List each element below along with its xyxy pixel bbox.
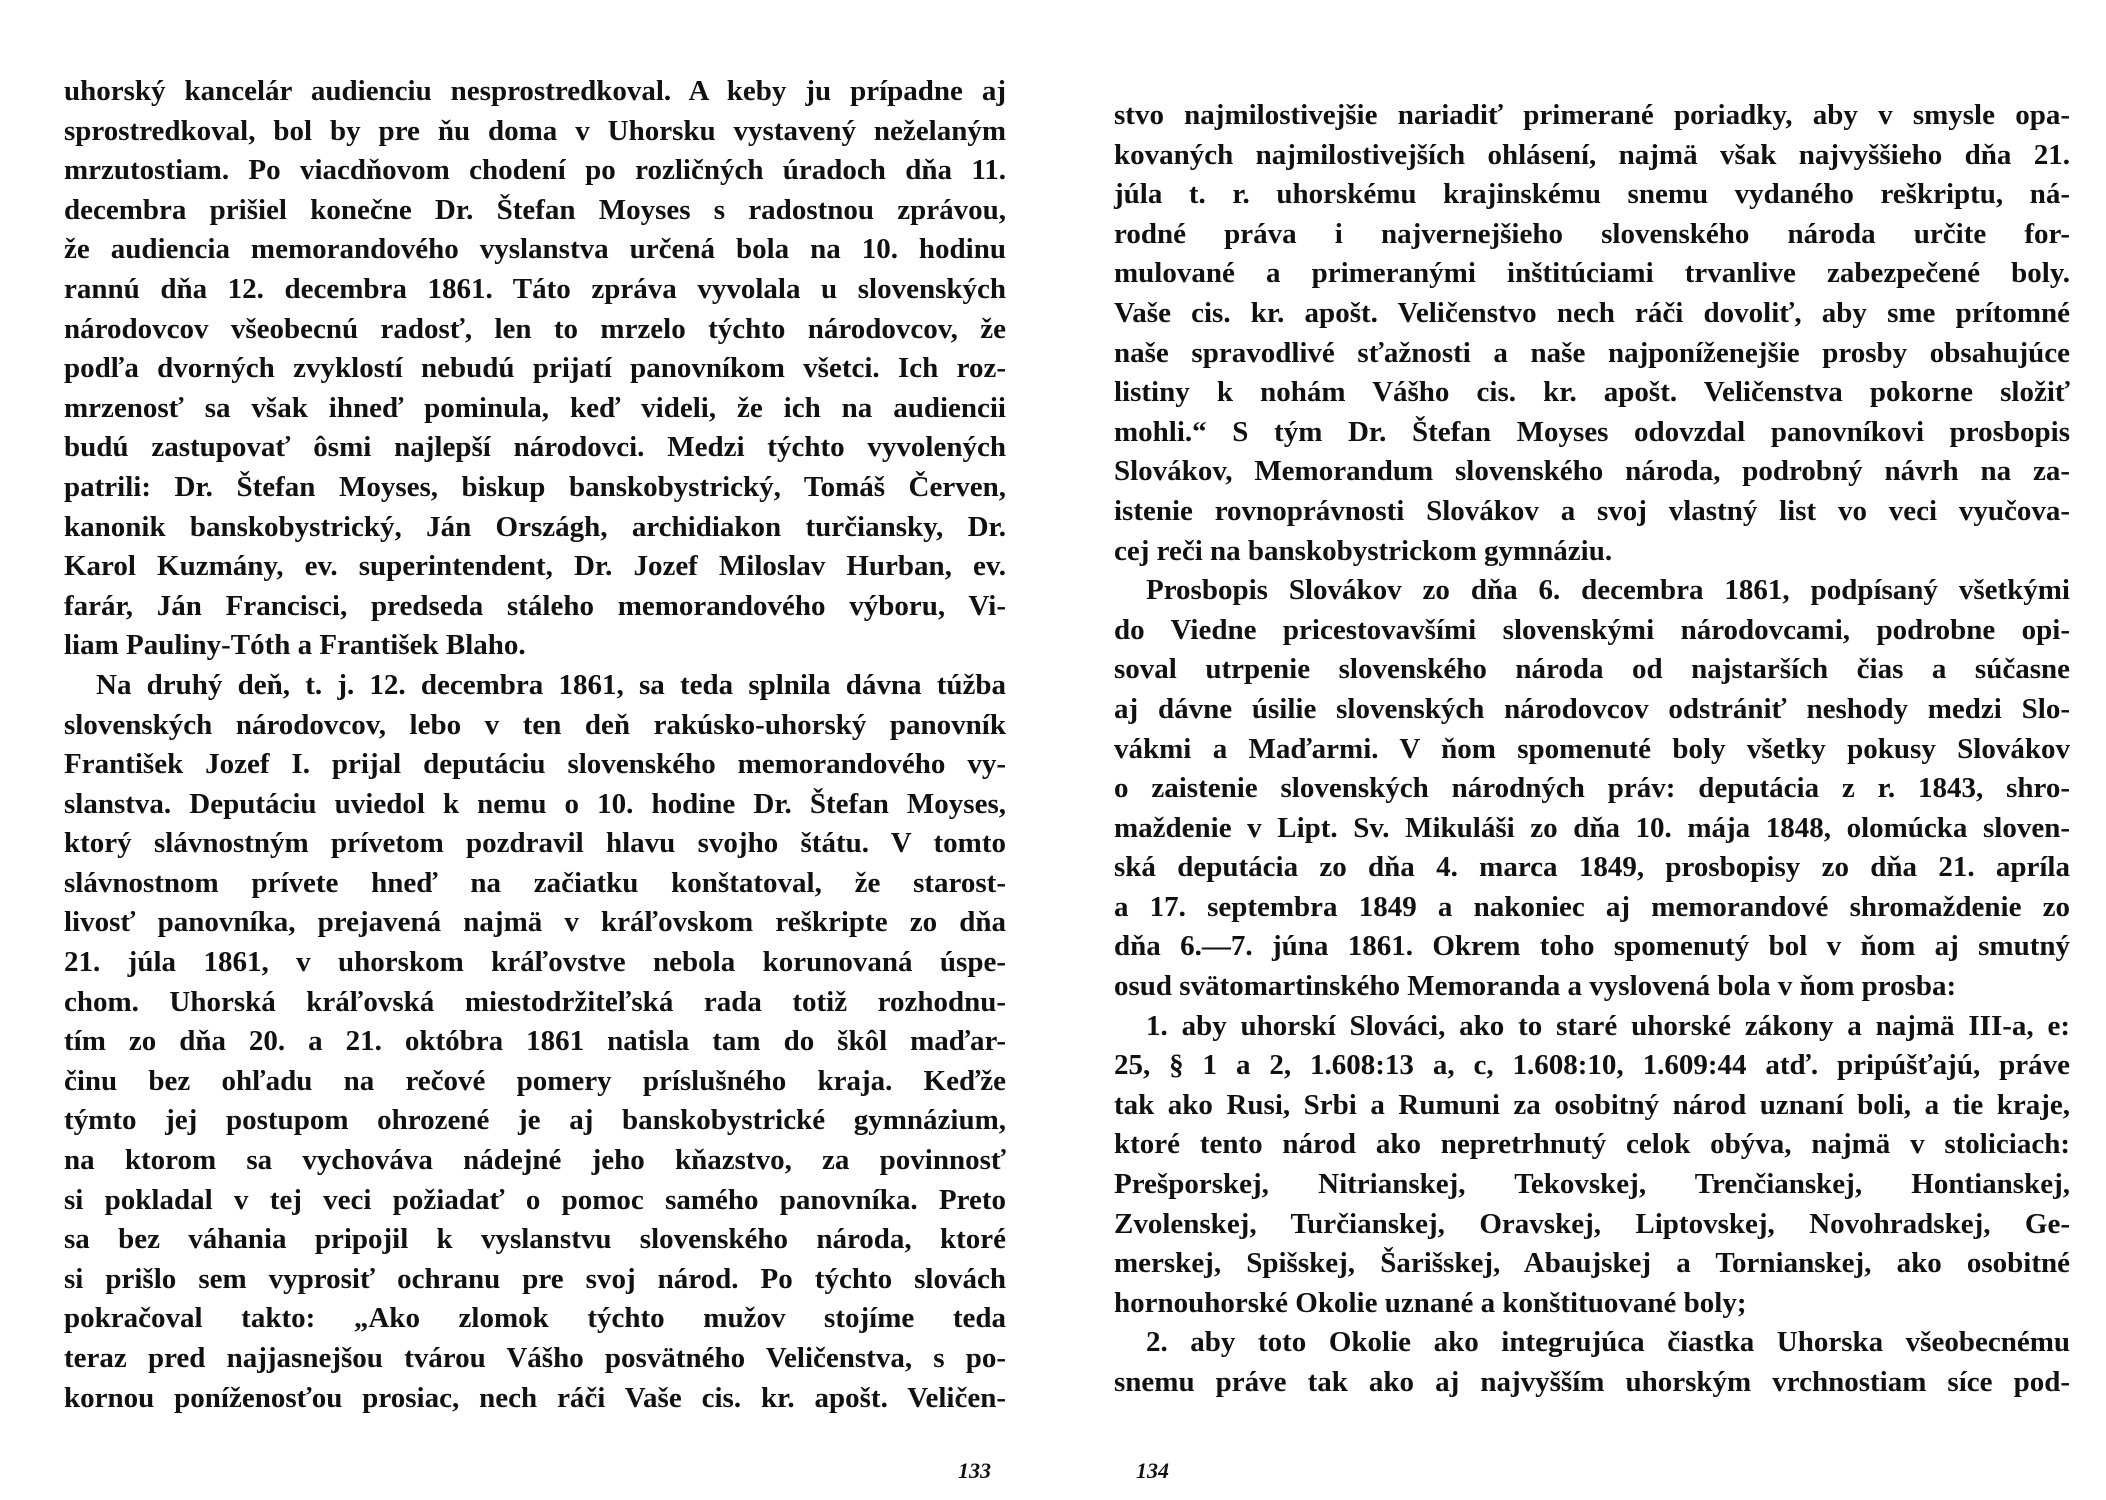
- text-line: liam Pauliny-Tóth a František Blaho.: [64, 629, 526, 662]
- text-line: tak ako Rusi, Srbi a Rumuni za osobitný národ uznaní boli, a tie kraje,: [1114, 1088, 2070, 1121]
- text-line: slávnostnom prívete hneď na začiatku konštatoval, že starost-: [64, 866, 1006, 899]
- text-line: kornou poníženosťou prosiac, nech ráči Vaše cis. kr. apošt. Veličen-: [64, 1381, 1006, 1414]
- text-line: kovaných najmilostivejších ohlásení, najmä však najvyššieho dňa 21.: [1114, 138, 2070, 171]
- text-line: že audiencia memorandového vyslanstva určená bola na 10. hodinu: [64, 233, 1006, 266]
- text-line: ská deputácia zo dňa 4. marca 1849, prosbopisy zo dňa 21. apríla: [1114, 851, 2070, 884]
- text-line: 2. aby toto Okolie ako integrujúca čiastka Uhorska všeobecnému: [1146, 1326, 2070, 1359]
- text-line: mrzutostiam. Po viacdňovom chodení po rozličných úradoch dňa 11.: [64, 154, 1006, 187]
- left-page-text: [64, 72, 1006, 1418]
- text-line: 25, § 1 a 2, 1.608:13 a, c, 1.608:10, 1.609:44 atď. pripúšťajú, práve: [1114, 1049, 2070, 1082]
- text-line: 1. aby uhorskí Slováci, ako to staré uhorské zákony a najmä III-a, e:: [1146, 1009, 2070, 1042]
- text-line: rodné práva i najvernejšieho slovenského národa určite for-: [1114, 217, 2070, 250]
- text-line: Vaše cis. kr. apošt. Veličenstvo nech ráči dovoliť, aby sme prítomné: [1114, 296, 2070, 329]
- text-line: stvo najmilostivejšie nariadiť primerané poriadky, aby v smysle opa-: [1114, 99, 2070, 131]
- text-line: slovenských národovcov, lebo v ten deň rakúsko-uhorský panovník: [64, 708, 1006, 741]
- text-line: maždenie v Lipt. Sv. Mikuláši zo dňa 10. mája 1848, olomúcka sloven-: [1114, 811, 2070, 844]
- text-line: národovcov všeobecnú radosť, len to mrzelo týchto národovcov, že: [64, 312, 1006, 345]
- page-number-left: 133: [958, 1458, 991, 1483]
- text-line: Slovákov, Memorandum slovenského národa, podrobný návrh na za-: [1114, 455, 2070, 488]
- text-line: do Viedne pricestovavšími slovenskými národovcami, podrobne opi-: [1114, 613, 2070, 646]
- text-line: vákmi a Maďarmi. V ňom spomenuté boly všetky pokusy Slovákov: [1114, 732, 2070, 765]
- text-line: livosť panovníka, prejavená najmä v kráľovskom reškripte zo dňa: [64, 906, 1006, 939]
- text-line: snemu práve tak ako aj najvyšším uhorským vrchnostiam síce pod-: [1114, 1366, 2070, 1398]
- text-line: hornouhorské Okolie uznané a konštituované boly;: [1114, 1286, 1747, 1319]
- right-page-text: [1114, 96, 2070, 1403]
- text-line: ktorý slávnostným prívetom pozdravil hlavu svojho štátu. V tomto: [64, 827, 1006, 860]
- text-line: sa bez váhania pripojil k vyslanstvu slovenského národa, ktoré: [64, 1223, 1006, 1256]
- text-line: 21. júla 1861, v uhorskom kráľovstve nebola korunovaná úspe-: [64, 946, 1006, 979]
- page-number-right: 134: [1136, 1458, 1169, 1483]
- text-line: naše spravodlivé sťažnosti a naše najponíženejšie prosby obsahujúce: [1114, 336, 2070, 369]
- text-line: decembra prišiel konečne Dr. Štefan Moyses s radostnou zprávou,: [64, 193, 1006, 226]
- paragraph: [1114, 1323, 2070, 1402]
- text-line: mrzenosť sa však ihneď pominula, keď videli, že ich na audiencii: [64, 391, 1006, 424]
- text-line: merskej, Spišskej, Šarišskej, Abaujskej a Tornianskej, ako osobitné: [1114, 1247, 2070, 1280]
- text-line: istenie rovnoprávnosti Slovákov a svoj vlastný list vo veci vyučova-: [1114, 494, 2070, 527]
- text-line: rannú dňa 12. decembra 1861. Táto zpráva vyvolala u slovenských: [64, 272, 1006, 305]
- text-line: si prišlo sem vyprosiť ochranu pre svoj národ. Po týchto slovách: [64, 1262, 1006, 1295]
- text-line: a 17. septembra 1849 a nakoniec aj memorandové shromaždenie zo: [1114, 890, 2070, 923]
- text-line: František Jozef I. prijal deputáciu slovenského memorandového vy-: [64, 748, 1006, 781]
- text-line: Zvolenskej, Turčianskej, Oravskej, Liptovskej, Novohradskej, Ge-: [1114, 1207, 2070, 1240]
- text-line: podľa dvorných zvyklostí nebudú prijatí panovníkom všetci. Ich roz-: [64, 352, 1006, 385]
- text-line: dňa 6.—7. júna 1861. Okrem toho spomenutý bol v ňom aj smutný: [1114, 930, 2070, 963]
- text-line: Prosbopis Slovákov zo dňa 6. decembra 1861, podpísaný všetkými: [1146, 574, 2070, 607]
- text-line: pokračoval takto: „Ako zlomok týchto mužov stojíme teda: [64, 1302, 1006, 1335]
- text-line: Karol Kuzmány, ev. superintendent, Dr. Jozef Miloslav Hurban, ev.: [64, 550, 1006, 583]
- text-line: si pokladal v tej veci požiadať o pomoc samého panovníka. Preto: [64, 1183, 1006, 1216]
- paragraph: [64, 72, 1006, 666]
- paragraph: [1114, 1007, 2070, 1324]
- text-line: Na druhý deň, t. j. 12. decembra 1861, sa teda splnila dávna túžba: [96, 668, 1006, 701]
- text-line: uhorský kancelár audienciu nesprostredkoval. A keby ju prípadne aj: [64, 75, 1006, 107]
- text-line: na ktorom sa vychováva nádejné jeho kňazstvo, za povinnosť: [64, 1144, 1006, 1177]
- paragraph: [1114, 96, 2070, 571]
- text-line: cej reči na banskobystrickom gymnáziu.: [1114, 534, 1613, 567]
- text-line: júla t. r. uhorskému krajinskému snemu vydaného reškriptu, ná-: [1114, 178, 2070, 211]
- text-line: Prešporskej, Nitrianskej, Tekovskej, Trenčianskej, Hontianskej,: [1114, 1168, 2070, 1201]
- text-line: osud svätomartinského Memoranda a vyslovená bola v ňom prosba:: [1114, 970, 1957, 1003]
- text-line: ktoré tento národ ako nepretrhnutý celok obýva, najmä v stoliciach:: [1114, 1128, 2070, 1161]
- text-line: slanstva. Deputáciu uviedol k nemu o 10. hodine Dr. Štefan Moyses,: [64, 787, 1006, 820]
- text-line: soval utrpenie slovenského národa od najstarších čias a súčasne: [1114, 653, 2070, 686]
- text-line: budú zastupovať ôsmi najlepší národovci. Medzi týchto vyvolených: [64, 431, 1006, 464]
- text-line: činu bez ohľadu na rečové pomery príslušného kraja. Keďže: [64, 1064, 1006, 1097]
- text-line: chom. Uhorská kráľovská miestodržiteľská rada totiž rozhodnu-: [64, 985, 1006, 1018]
- text-line: tím zo dňa 20. a 21. októbra 1861 natisla tam do škôl maďar-: [64, 1025, 1006, 1058]
- text-line: týmto jej postupom ohrozené je aj banskobystrické gymnázium,: [64, 1104, 1006, 1137]
- text-line: farár, Ján Francisci, predseda stáleho memorandového výboru, Vi-: [64, 589, 1006, 622]
- text-line: mulované a primeranými inštitúciami trvanlive zabezpečené boly.: [1114, 257, 2070, 290]
- text-line: sprostredkoval, bol by pre ňu doma v Uhorsku vystavený neželaným: [64, 114, 1006, 147]
- text-line: listiny k nohám Vášho cis. kr. apošt. Veličenstva pokorne složiť: [1114, 376, 2070, 409]
- paragraph: [1114, 571, 2070, 1007]
- text-line: o zaistenie slovenských národných práv: deputácia z r. 1843, shro-: [1114, 772, 2070, 805]
- text-line: kanonik banskobystrický, Ján Országh, archidiakon turčiansky, Dr.: [64, 510, 1006, 543]
- paragraph: [64, 666, 1006, 1418]
- text-line: patrili: Dr. Štefan Moyses, biskup banskobystrický, Tomáš Červen,: [64, 470, 1006, 503]
- text-line: mohli.“ S tým Dr. Štefan Moyses odovzdal panovníkovi prosbopis: [1114, 415, 2070, 448]
- text-line: aj dávne úsilie slovenských národovcov odstrániť neshody medzi Slo-: [1114, 692, 2070, 725]
- text-line: teraz pred najjasnejšou tvárou Vášho posvätného Veličenstva, s po-: [64, 1342, 1006, 1374]
